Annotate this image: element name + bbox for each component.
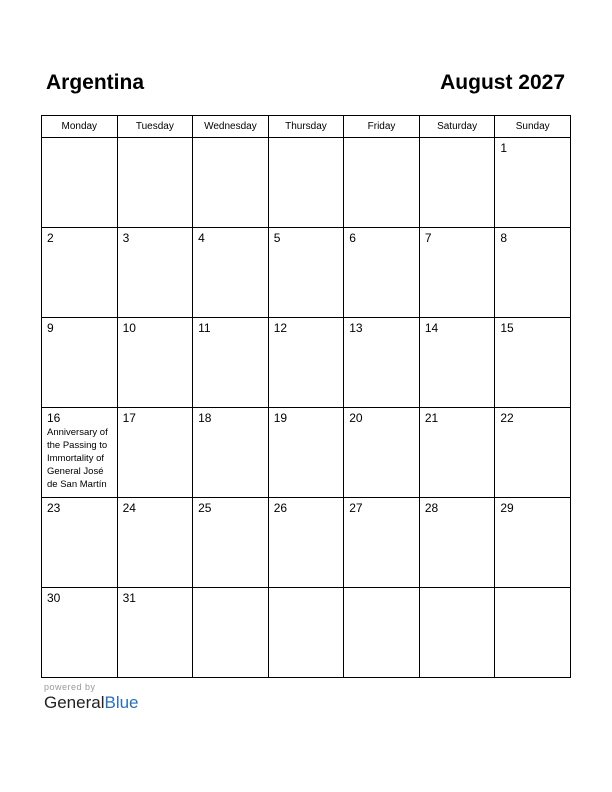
- day-number: 1: [500, 141, 508, 155]
- day-number: 31: [122, 591, 136, 605]
- day-cell-content: [193, 318, 268, 335]
- day-cell-content: [269, 228, 344, 245]
- day-cell-content: [269, 498, 344, 515]
- day-number: 21: [424, 411, 439, 425]
- weekday-friday: Friday: [344, 116, 420, 138]
- day-cell-content: [193, 498, 268, 515]
- day-cell[interactable]: [42, 588, 118, 678]
- day-number: 19: [273, 411, 288, 425]
- day-cell-content: [495, 408, 570, 425]
- day-number: 8: [500, 231, 508, 245]
- day-cell-content: [42, 498, 117, 515]
- day-cell[interactable]: [344, 228, 420, 318]
- day-cell[interactable]: [268, 318, 344, 408]
- day-cell-content: [344, 318, 419, 335]
- week-row: [42, 498, 571, 588]
- empty-day-cell: [495, 588, 571, 678]
- day-cell[interactable]: [42, 318, 118, 408]
- day-cell-content: [269, 318, 344, 335]
- month-year-title: August 2027: [440, 71, 565, 94]
- day-cell-content: [193, 228, 268, 245]
- day-cell-content: [495, 228, 570, 245]
- day-cell-content: [42, 228, 117, 245]
- day-cell[interactable]: [419, 228, 495, 318]
- weekday-monday: Monday: [42, 116, 118, 138]
- day-cell-content: [193, 588, 268, 591]
- day-cell[interactable]: [344, 498, 420, 588]
- empty-day-cell: [419, 138, 495, 228]
- day-cell-content: [269, 138, 344, 141]
- day-cell[interactable]: [495, 138, 571, 228]
- day-cell[interactable]: [117, 318, 193, 408]
- day-cell[interactable]: [344, 408, 420, 498]
- empty-day-cell: [419, 588, 495, 678]
- day-cell-content: [118, 318, 193, 335]
- day-cell-content: [420, 498, 495, 515]
- day-cell[interactable]: [42, 498, 118, 588]
- day-cell[interactable]: [344, 318, 420, 408]
- empty-day-cell: [42, 138, 118, 228]
- week-row: [42, 588, 571, 678]
- day-cell[interactable]: [419, 498, 495, 588]
- day-cell[interactable]: [117, 408, 193, 498]
- day-number: 12: [273, 321, 288, 335]
- day-number: 22: [500, 411, 514, 425]
- day-cell[interactable]: [495, 408, 571, 498]
- day-cell-content: [42, 588, 117, 605]
- day-cell[interactable]: [419, 318, 495, 408]
- day-cell-content: [42, 408, 117, 491]
- day-cell-content: [118, 408, 193, 425]
- day-cell-content: [269, 408, 344, 425]
- holiday-label: Anniversary of the Passing to Immortality of General José de San Martín: [47, 427, 108, 490]
- day-cell-content: [269, 588, 344, 591]
- day-cell[interactable]: [117, 588, 193, 678]
- weekday-wednesday: Wednesday: [193, 116, 269, 138]
- day-cell-content: [193, 138, 268, 141]
- day-cell-content: [344, 138, 419, 141]
- day-cell-content: [495, 318, 570, 335]
- empty-day-cell: [193, 588, 269, 678]
- day-number: 25: [198, 501, 212, 515]
- day-number: 5: [273, 231, 281, 245]
- day-cell-content: [344, 228, 419, 245]
- day-cell[interactable]: [495, 318, 571, 408]
- day-number: 3: [122, 231, 130, 245]
- powered-by-text: powered by: [44, 682, 96, 692]
- day-cell[interactable]: [42, 228, 118, 318]
- week-row: [42, 408, 571, 498]
- day-number: 10: [122, 321, 136, 335]
- day-number: 27: [349, 501, 363, 515]
- day-cell[interactable]: [193, 408, 269, 498]
- week-row: [42, 138, 571, 228]
- day-number: 26: [273, 501, 288, 515]
- week-row: [42, 318, 571, 408]
- empty-day-cell: [268, 138, 344, 228]
- weekday-sunday: Sunday: [495, 116, 571, 138]
- weekday-saturday: Saturday: [419, 116, 495, 138]
- calendar-grid: [41, 115, 571, 678]
- country-title: Argentina: [46, 71, 145, 94]
- day-number: 7: [424, 231, 432, 245]
- day-cell-content: [420, 318, 495, 335]
- brand-general-text: General: [44, 693, 105, 712]
- day-number: 11: [198, 321, 211, 335]
- day-cell-content: [420, 588, 495, 591]
- day-cell[interactable]: [268, 228, 344, 318]
- empty-day-cell: [344, 138, 420, 228]
- day-cell[interactable]: [495, 228, 571, 318]
- day-cell[interactable]: [268, 408, 344, 498]
- day-number: 17: [122, 411, 136, 425]
- day-cell-content: [344, 408, 419, 425]
- day-cell[interactable]: [193, 228, 269, 318]
- day-cell[interactable]: [117, 498, 193, 588]
- day-number: 4: [198, 231, 205, 245]
- weekday-thursday: Thursday: [268, 116, 344, 138]
- empty-day-cell: [268, 588, 344, 678]
- day-number: 18: [198, 411, 212, 425]
- day-number: 15: [500, 321, 514, 335]
- day-cell-content: [495, 138, 570, 155]
- day-cell-content: [420, 228, 495, 245]
- day-number: 28: [424, 501, 439, 515]
- day-cell[interactable]: [268, 498, 344, 588]
- day-cell-content: [118, 228, 193, 245]
- day-cell-content: [420, 408, 495, 425]
- day-number: 9: [47, 321, 54, 335]
- day-number: 2: [47, 231, 54, 245]
- day-cell-content: [118, 588, 193, 605]
- day-number: 24: [122, 501, 136, 515]
- day-number: 13: [349, 321, 363, 335]
- day-cell[interactable]: [117, 228, 193, 318]
- day-number: 29: [500, 501, 514, 515]
- week-row: [42, 228, 571, 318]
- empty-day-cell: [344, 588, 420, 678]
- brand-blue-text: Blue: [104, 693, 139, 712]
- day-cell[interactable]: [193, 318, 269, 408]
- weekday-header-row: [42, 116, 571, 138]
- day-cell[interactable]: [42, 408, 118, 498]
- day-number: 16: [47, 411, 61, 425]
- day-number: 6: [349, 231, 356, 245]
- empty-day-cell: [117, 138, 193, 228]
- day-number: 23: [47, 501, 61, 515]
- day-cell-content: [344, 588, 419, 591]
- day-number: 14: [424, 321, 439, 335]
- day-cell-content: [193, 408, 268, 425]
- day-cell-content: [118, 138, 193, 141]
- day-number: 30: [47, 591, 61, 605]
- footer-branding: [44, 682, 139, 713]
- day-cell[interactable]: [193, 498, 269, 588]
- day-cell-content: [495, 588, 570, 591]
- day-cell-content: [42, 318, 117, 335]
- day-cell-content: [420, 138, 495, 141]
- day-cell-content: [118, 498, 193, 515]
- generalblue-logo[interactable]: [44, 693, 139, 713]
- day-number: 20: [349, 411, 363, 425]
- weekday-tuesday: Tuesday: [117, 116, 193, 138]
- day-cell-content: [42, 138, 117, 141]
- empty-day-cell: [193, 138, 269, 228]
- day-cell[interactable]: [495, 498, 571, 588]
- day-cell-content: [495, 498, 570, 515]
- day-cell[interactable]: [419, 408, 495, 498]
- day-cell-content: [344, 498, 419, 515]
